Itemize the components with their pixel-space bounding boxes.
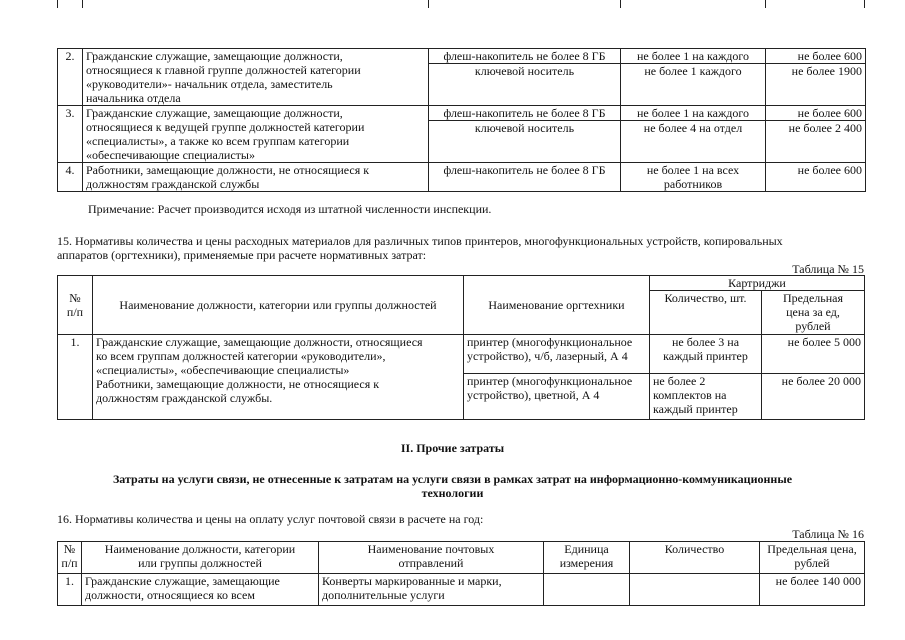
price: не более 2 400: [766, 121, 866, 163]
quantity: не более 1 на каждого: [621, 106, 766, 121]
table-row: [58, 49, 866, 64]
header-cartridges: Картриджи: [650, 276, 865, 291]
price: не более 1900: [766, 64, 866, 106]
header-price: [762, 291, 865, 335]
text-line: рублей: [795, 319, 831, 333]
section-subtitle-line2: технологии: [421, 486, 484, 500]
table-row: [58, 335, 865, 374]
table-15: [57, 275, 865, 420]
text-line: «специалисты», а также ко всем группам категории: [86, 134, 350, 148]
quantity: [650, 374, 762, 420]
text-line: измерения: [559, 556, 614, 570]
text-line: Конверты маркированные и марки,: [322, 574, 502, 588]
header-quantity: Количество: [630, 542, 760, 574]
row-number: 1.: [58, 335, 93, 420]
header-price: [760, 542, 865, 574]
header-number: [58, 542, 82, 574]
section-title: II. Прочие затраты: [400, 441, 505, 455]
text-line: отправлений: [398, 556, 464, 570]
unit: [544, 574, 630, 606]
table-14: [57, 48, 866, 192]
border-tick: [765, 0, 766, 8]
text-line: или группы должностей: [138, 556, 262, 570]
text-line: каждый принтер: [663, 349, 748, 363]
text-line: Гражданские служащие, замещающие: [85, 574, 280, 588]
item-name: ключевой носитель: [429, 64, 621, 106]
text-line: принтер (многофункциональное: [467, 374, 633, 388]
text-line: п/п: [66, 305, 84, 319]
text-line: Единица: [564, 542, 609, 556]
text-line: п/п: [61, 556, 78, 570]
quantity: не более 1 на каждого: [621, 49, 766, 64]
row-number: 2.: [58, 49, 83, 106]
text-line: «обеспечивающие специалисты»: [86, 148, 255, 162]
text-line: принтер (многофункциональное: [467, 335, 633, 349]
text-line: №: [63, 542, 76, 556]
row-number: 1.: [58, 574, 82, 606]
quantity: не более 1 каждого: [621, 64, 766, 106]
row-number: 4.: [58, 163, 83, 192]
table-header-row: [58, 276, 865, 291]
text-line: не более 1 на всех: [646, 163, 740, 177]
text-line: должности, относящиеся ко всем: [85, 588, 255, 602]
paragraph-15-line1: 15. Нормативы количества и цены расходных материалов для различных типов принтеров, многофункциональных устройств, копировальных: [57, 234, 783, 248]
text-line: не более 3 на: [671, 335, 740, 349]
text-line: Предельная цена,: [767, 542, 857, 556]
table-16: [57, 541, 865, 606]
text-line: устройство), ч/б, лазерный, А 4: [467, 349, 628, 363]
quantity: [650, 335, 762, 374]
text-line: Гражданские служащие, замещающие должности,: [86, 49, 343, 63]
header-position: Наименование должности, категории или группы должностей: [93, 276, 464, 335]
paragraph-15-line2: аппаратов (оргтехники), применяемые при расчете нормативных затрат:: [57, 248, 427, 262]
text-line: Работники, замещающие должности, не относящиеся к: [86, 163, 370, 177]
position-name: [83, 163, 429, 192]
border-tick: [864, 0, 865, 8]
table-row: [58, 106, 866, 121]
position-name: [83, 49, 429, 106]
text-line: рублей: [794, 556, 830, 570]
text-line: цена за ед,: [786, 305, 840, 319]
header-quantity: Количество, шт.: [650, 291, 762, 335]
text-line: Наименование почтовых: [367, 542, 495, 556]
item-name: флеш-накопитель не более 8 ГБ: [429, 106, 621, 121]
price: не более 600: [766, 163, 866, 192]
table-row: [58, 574, 865, 606]
text-line: комплектов на: [653, 388, 727, 402]
header-equipment: Наименование оргтехники: [464, 276, 650, 335]
text-line: Работники, замещающие должности, не относящиеся к: [96, 377, 380, 391]
equipment-name: [464, 374, 650, 420]
section-subtitle-line1: Затраты на услуги связи, не отнесенные к затратам на услуги связи в рамках затрат на информационно-коммуникационные: [112, 472, 793, 486]
text-line: устройство), цветной, А 4: [467, 388, 600, 402]
text-line: «руководители»- начальник отдела, заместитель: [86, 77, 333, 91]
text-line: должностям гражданской службы: [86, 177, 260, 191]
text-line: Гражданские служащие, замещающие должности, относящиеся: [96, 335, 423, 349]
border-tick: [57, 0, 58, 8]
price: не более 600: [766, 106, 866, 121]
price: не более 20 000: [762, 374, 865, 420]
text-line: дополнительные услуги: [322, 588, 445, 602]
price: не более 5 000: [762, 335, 865, 374]
text-line: относящиеся к ведущей группе должностей категории: [86, 120, 365, 134]
table-15-caption: Таблица № 15: [792, 262, 864, 276]
text-line: каждый принтер: [653, 402, 738, 416]
text-line: №: [69, 291, 81, 305]
item-name: ключевой носитель: [429, 121, 621, 163]
header-number: [58, 276, 93, 335]
item-name: флеш-накопитель не более 8 ГБ: [429, 163, 621, 192]
text-line: Гражданские служащие, замещающие должности,: [86, 106, 343, 120]
text-line: должностям гражданской службы.: [96, 391, 273, 405]
quantity: не более 4 на отдел: [621, 121, 766, 163]
header-postal-items: [319, 542, 544, 574]
price: не более 140 000: [760, 574, 865, 606]
table-header-row: [58, 542, 865, 574]
text-line: не более 2: [653, 374, 706, 388]
paragraph-16: 16. Нормативы количества и цены на оплату услуг почтовой связи в расчете на год:: [57, 512, 484, 526]
equipment-name: [464, 335, 650, 374]
border-tick: [82, 0, 83, 8]
price: не более 600: [766, 49, 866, 64]
postal-item-name: [319, 574, 544, 606]
position-name: [82, 574, 319, 606]
text-line: Наименование должности, категории: [104, 542, 296, 556]
position-name: [83, 106, 429, 163]
text-line: Предельная: [783, 291, 843, 305]
text-line: ко всем группам должностей категории «руководители»,: [96, 349, 386, 363]
row-number: 3.: [58, 106, 83, 163]
table-note: Примечание: Расчет производится исходя из штатной численности инспекции.: [88, 202, 492, 216]
position-name: [93, 335, 464, 420]
text-line: начальника отдела: [86, 91, 181, 105]
table-row: [58, 163, 866, 192]
quantity: [630, 574, 760, 606]
table-16-caption: Таблица № 16: [792, 527, 864, 541]
text-line: относящиеся к главной группе должностей категории: [86, 63, 361, 77]
quantity: [621, 163, 766, 192]
item-name: флеш-накопитель не более 8 ГБ: [429, 49, 621, 64]
header-position: [82, 542, 319, 574]
header-unit: [544, 542, 630, 574]
text-line: «специалисты», «обеспечивающие специалисты»: [96, 363, 350, 377]
text-line: работников: [663, 177, 723, 191]
border-tick: [428, 0, 429, 8]
border-tick: [620, 0, 621, 8]
